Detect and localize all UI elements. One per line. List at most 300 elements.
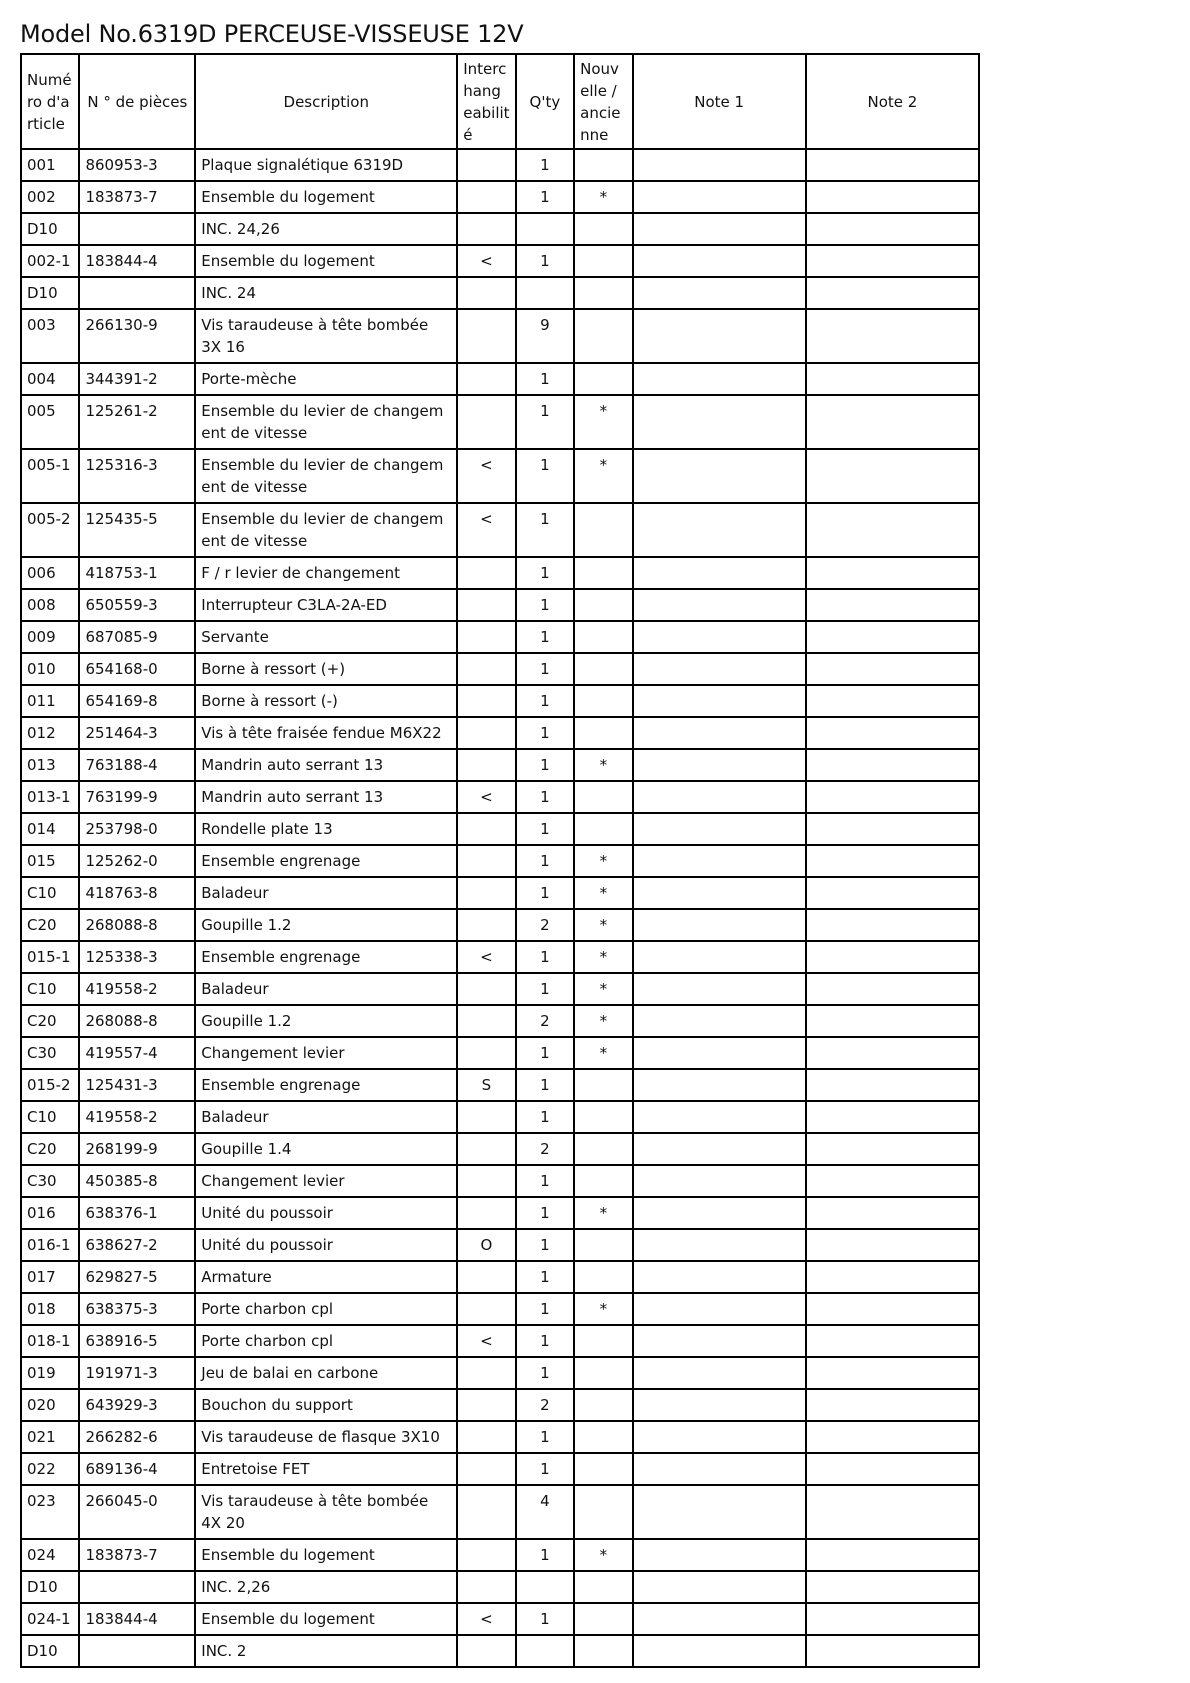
cell-qty: 2 [516, 909, 574, 941]
cell-description: Ensemble du logement [195, 1539, 457, 1571]
cell-note-2 [806, 309, 979, 363]
cell-interchangeability [457, 1133, 515, 1165]
cell-note-1 [633, 363, 806, 395]
cell-part-no: 629827-5 [79, 1261, 195, 1293]
cell-new-old [574, 363, 632, 395]
table-row [21, 1453, 979, 1485]
cell-description: Unité du poussoir [195, 1229, 457, 1261]
cell-note-2 [806, 749, 979, 781]
cell-note-2 [806, 1197, 979, 1229]
cell-note-2 [806, 1133, 979, 1165]
cell-note-2 [806, 277, 979, 309]
cell-item-no: 014 [21, 813, 79, 845]
cell-note-1 [633, 685, 806, 717]
cell-part-no: 638376-1 [79, 1197, 195, 1229]
cell-interchangeability [457, 1101, 515, 1133]
cell-interchangeability [457, 621, 515, 653]
cell-new-old: * [574, 181, 632, 213]
cell-qty: 1 [516, 503, 574, 557]
cell-description: Changement levier [195, 1037, 457, 1069]
cell-item-no: 015 [21, 845, 79, 877]
header-item-no: Numé ro d'a rticle [21, 54, 79, 149]
cell-qty: 1 [516, 1453, 574, 1485]
cell-part-no: 419557-4 [79, 1037, 195, 1069]
cell-new-old [574, 277, 632, 309]
cell-qty: 1 [516, 1325, 574, 1357]
cell-qty [516, 1571, 574, 1603]
cell-new-old [574, 1069, 632, 1101]
parts-table [20, 53, 980, 1668]
cell-new-old [574, 245, 632, 277]
cell-note-1 [633, 973, 806, 1005]
table-row [21, 395, 979, 449]
cell-description: F / r levier de changement [195, 557, 457, 589]
cell-part-no: 650559-3 [79, 589, 195, 621]
cell-new-old [574, 1421, 632, 1453]
cell-note-2 [806, 1389, 979, 1421]
cell-description: Unité du poussoir [195, 1197, 457, 1229]
cell-part-no [79, 1571, 195, 1603]
cell-note-1 [633, 503, 806, 557]
cell-item-no: C30 [21, 1165, 79, 1197]
cell-item-no: 006 [21, 557, 79, 589]
cell-qty: 1 [516, 813, 574, 845]
table-row [21, 813, 979, 845]
cell-description: Porte-mèche [195, 363, 457, 395]
cell-part-no: 183873-7 [79, 181, 195, 213]
cell-new-old: * [574, 749, 632, 781]
cell-note-2 [806, 1357, 979, 1389]
cell-qty: 2 [516, 1133, 574, 1165]
cell-note-2 [806, 1603, 979, 1635]
cell-new-old [574, 213, 632, 245]
cell-note-2 [806, 1485, 979, 1539]
header-note-2: Note 2 [806, 54, 979, 149]
cell-qty: 1 [516, 941, 574, 973]
cell-qty: 1 [516, 717, 574, 749]
cell-qty: 1 [516, 653, 574, 685]
cell-new-old [574, 1389, 632, 1421]
cell-item-no: 003 [21, 309, 79, 363]
cell-item-no: 013 [21, 749, 79, 781]
cell-new-old: * [574, 909, 632, 941]
cell-item-no: 012 [21, 717, 79, 749]
cell-interchangeability [457, 653, 515, 685]
cell-note-1 [633, 181, 806, 213]
cell-new-old [574, 1261, 632, 1293]
table-row [21, 909, 979, 941]
cell-qty: 1 [516, 589, 574, 621]
header-qty: Q'ty [516, 54, 574, 149]
cell-description: Mandrin auto serrant 13 [195, 749, 457, 781]
cell-note-1 [633, 1325, 806, 1357]
cell-qty [516, 213, 574, 245]
cell-description: Bouchon du support [195, 1389, 457, 1421]
table-row [21, 781, 979, 813]
cell-qty [516, 277, 574, 309]
cell-note-1 [633, 653, 806, 685]
cell-new-old: * [574, 845, 632, 877]
cell-part-no: 344391-2 [79, 363, 195, 395]
cell-part-no: 638916-5 [79, 1325, 195, 1357]
cell-interchangeability [457, 1453, 515, 1485]
cell-qty: 1 [516, 749, 574, 781]
cell-note-2 [806, 1069, 979, 1101]
cell-new-old [574, 621, 632, 653]
table-row [21, 1603, 979, 1635]
cell-note-2 [806, 941, 979, 973]
table-row [21, 589, 979, 621]
cell-new-old [574, 1165, 632, 1197]
cell-note-1 [633, 1421, 806, 1453]
cell-qty: 1 [516, 1037, 574, 1069]
cell-note-1 [633, 1603, 806, 1635]
table-row [21, 449, 979, 503]
cell-note-1 [633, 1037, 806, 1069]
cell-note-2 [806, 363, 979, 395]
cell-note-2 [806, 653, 979, 685]
cell-new-old [574, 1453, 632, 1485]
cell-note-1 [633, 1165, 806, 1197]
cell-interchangeability [457, 1261, 515, 1293]
cell-description: INC. 24 [195, 277, 457, 309]
cell-qty: 1 [516, 1539, 574, 1571]
cell-description: Entretoise FET [195, 1453, 457, 1485]
table-row [21, 363, 979, 395]
table-row [21, 1005, 979, 1037]
cell-note-1 [633, 845, 806, 877]
cell-interchangeability: S [457, 1069, 515, 1101]
cell-note-2 [806, 1421, 979, 1453]
cell-note-1 [633, 1539, 806, 1571]
cell-interchangeability: < [457, 503, 515, 557]
table-row [21, 309, 979, 363]
cell-description: Rondelle plate 13 [195, 813, 457, 845]
cell-note-2 [806, 1539, 979, 1571]
cell-note-2 [806, 1325, 979, 1357]
cell-note-1 [633, 149, 806, 181]
cell-qty: 1 [516, 1293, 574, 1325]
cell-note-2 [806, 1005, 979, 1037]
cell-note-1 [633, 1635, 806, 1667]
cell-qty: 1 [516, 363, 574, 395]
cell-description: Ensemble du levier de changem ent de vitesse [195, 449, 457, 503]
cell-note-1 [633, 1453, 806, 1485]
cell-new-old: * [574, 1037, 632, 1069]
cell-new-old: * [574, 877, 632, 909]
table-row [21, 1421, 979, 1453]
cell-qty: 1 [516, 1229, 574, 1261]
cell-note-2 [806, 813, 979, 845]
cell-description: INC. 24,26 [195, 213, 457, 245]
cell-description: Goupille 1.4 [195, 1133, 457, 1165]
cell-new-old [574, 1357, 632, 1389]
cell-note-1 [633, 941, 806, 973]
cell-note-2 [806, 877, 979, 909]
cell-note-1 [633, 877, 806, 909]
cell-item-no: C20 [21, 1133, 79, 1165]
cell-qty: 1 [516, 973, 574, 1005]
cell-item-no: 002-1 [21, 245, 79, 277]
cell-item-no: 018 [21, 1293, 79, 1325]
table-row [21, 941, 979, 973]
table-row [21, 1357, 979, 1389]
cell-qty: 1 [516, 1197, 574, 1229]
cell-new-old: * [574, 449, 632, 503]
cell-part-no: 191971-3 [79, 1357, 195, 1389]
cell-note-1 [633, 1293, 806, 1325]
cell-new-old: * [574, 395, 632, 449]
cell-note-1 [633, 717, 806, 749]
cell-item-no: 015-1 [21, 941, 79, 973]
cell-part-no: 638375-3 [79, 1293, 195, 1325]
cell-note-1 [633, 1357, 806, 1389]
cell-interchangeability [457, 181, 515, 213]
cell-item-no: 001 [21, 149, 79, 181]
cell-item-no: 016-1 [21, 1229, 79, 1261]
cell-part-no: 266045-0 [79, 1485, 195, 1539]
cell-part-no: 419558-2 [79, 1101, 195, 1133]
cell-note-1 [633, 749, 806, 781]
cell-description: Baladeur [195, 1101, 457, 1133]
page-title: Model No.6319D PERCEUSE-VISSEUSE 12V [20, 20, 524, 48]
cell-item-no: 019 [21, 1357, 79, 1389]
cell-note-2 [806, 589, 979, 621]
table-row [21, 1133, 979, 1165]
cell-description: Servante [195, 621, 457, 653]
table-header-row [21, 54, 979, 149]
cell-part-no: 763188-4 [79, 749, 195, 781]
cell-new-old [574, 503, 632, 557]
cell-interchangeability [457, 1197, 515, 1229]
cell-interchangeability [457, 909, 515, 941]
cell-qty: 1 [516, 1421, 574, 1453]
cell-note-2 [806, 909, 979, 941]
cell-description: Ensemble du logement [195, 1603, 457, 1635]
table-row [21, 213, 979, 245]
cell-qty [516, 1635, 574, 1667]
cell-item-no: 020 [21, 1389, 79, 1421]
cell-note-2 [806, 449, 979, 503]
table-row [21, 749, 979, 781]
cell-item-no: 022 [21, 1453, 79, 1485]
cell-interchangeability [457, 1539, 515, 1571]
cell-qty: 1 [516, 877, 574, 909]
cell-note-1 [633, 781, 806, 813]
cell-note-1 [633, 1261, 806, 1293]
cell-item-no: 023 [21, 1485, 79, 1539]
cell-qty: 1 [516, 1101, 574, 1133]
cell-description: Plaque signalétique 6319D [195, 149, 457, 181]
cell-qty: 1 [516, 557, 574, 589]
cell-description: Porte charbon cpl [195, 1293, 457, 1325]
cell-qty: 1 [516, 1603, 574, 1635]
table-row [21, 557, 979, 589]
cell-interchangeability [457, 717, 515, 749]
cell-description: Goupille 1.2 [195, 1005, 457, 1037]
table-row [21, 1069, 979, 1101]
table-row [21, 717, 979, 749]
cell-new-old [574, 557, 632, 589]
table-row [21, 277, 979, 309]
table-row [21, 1197, 979, 1229]
cell-part-no: 643929-3 [79, 1389, 195, 1421]
cell-interchangeability: < [457, 941, 515, 973]
cell-note-2 [806, 1261, 979, 1293]
cell-item-no: 016 [21, 1197, 79, 1229]
cell-part-no: 638627-2 [79, 1229, 195, 1261]
cell-part-no: 763199-9 [79, 781, 195, 813]
cell-description: Borne à ressort (-) [195, 685, 457, 717]
table-row [21, 621, 979, 653]
cell-part-no: 268088-8 [79, 1005, 195, 1037]
cell-new-old: * [574, 1293, 632, 1325]
cell-interchangeability [457, 1571, 515, 1603]
cell-description: Ensemble engrenage [195, 1069, 457, 1101]
cell-note-1 [633, 213, 806, 245]
cell-part-no [79, 1635, 195, 1667]
cell-interchangeability: < [457, 781, 515, 813]
cell-interchangeability: < [457, 449, 515, 503]
cell-note-1 [633, 1005, 806, 1037]
cell-note-1 [633, 589, 806, 621]
cell-note-2 [806, 245, 979, 277]
cell-interchangeability [457, 813, 515, 845]
table-row [21, 1165, 979, 1197]
cell-qty: 1 [516, 781, 574, 813]
cell-interchangeability: < [457, 245, 515, 277]
cell-new-old: * [574, 1197, 632, 1229]
cell-new-old [574, 1133, 632, 1165]
cell-description: Armature [195, 1261, 457, 1293]
cell-part-no [79, 277, 195, 309]
cell-part-no: 183844-4 [79, 245, 195, 277]
cell-item-no: C10 [21, 973, 79, 1005]
cell-interchangeability [457, 1293, 515, 1325]
cell-new-old: * [574, 973, 632, 1005]
cell-item-no: 009 [21, 621, 79, 653]
header-description: Description [195, 54, 457, 149]
cell-qty: 1 [516, 685, 574, 717]
cell-description: Baladeur [195, 973, 457, 1005]
cell-qty: 1 [516, 395, 574, 449]
cell-part-no: 268199-9 [79, 1133, 195, 1165]
cell-item-no: 005-1 [21, 449, 79, 503]
cell-item-no: 015-2 [21, 1069, 79, 1101]
cell-new-old: * [574, 941, 632, 973]
cell-new-old [574, 813, 632, 845]
cell-note-1 [633, 395, 806, 449]
cell-interchangeability [457, 1635, 515, 1667]
cell-description: Ensemble du logement [195, 181, 457, 213]
cell-item-no: C10 [21, 1101, 79, 1133]
cell-note-2 [806, 1101, 979, 1133]
cell-qty: 2 [516, 1389, 574, 1421]
cell-new-old [574, 1603, 632, 1635]
cell-description: Vis taraudeuse de flasque 3X10 [195, 1421, 457, 1453]
cell-note-2 [806, 973, 979, 1005]
cell-note-2 [806, 557, 979, 589]
cell-description: Porte charbon cpl [195, 1325, 457, 1357]
cell-qty: 1 [516, 1261, 574, 1293]
cell-new-old [574, 653, 632, 685]
cell-qty: 1 [516, 245, 574, 277]
cell-item-no: 024 [21, 1539, 79, 1571]
cell-description: Baladeur [195, 877, 457, 909]
cell-description: Vis à tête fraisée fendue M6X22 [195, 717, 457, 749]
header-note-1: Note 1 [633, 54, 806, 149]
cell-new-old [574, 1229, 632, 1261]
table-row [21, 1389, 979, 1421]
cell-description: INC. 2,26 [195, 1571, 457, 1603]
cell-item-no: D10 [21, 277, 79, 309]
cell-part-no: 418763-8 [79, 877, 195, 909]
cell-qty: 1 [516, 449, 574, 503]
cell-new-old [574, 149, 632, 181]
cell-note-2 [806, 1037, 979, 1069]
cell-part-no: 860953-3 [79, 149, 195, 181]
cell-note-2 [806, 181, 979, 213]
table-row [21, 503, 979, 557]
cell-interchangeability [457, 877, 515, 909]
table-row [21, 685, 979, 717]
cell-description: Goupille 1.2 [195, 909, 457, 941]
cell-note-2 [806, 149, 979, 181]
cell-interchangeability [457, 1421, 515, 1453]
table-row [21, 1037, 979, 1069]
cell-note-1 [633, 1229, 806, 1261]
cell-note-1 [633, 1101, 806, 1133]
cell-interchangeability [457, 1357, 515, 1389]
cell-note-1 [633, 245, 806, 277]
cell-qty: 1 [516, 1069, 574, 1101]
table-row [21, 181, 979, 213]
cell-note-2 [806, 845, 979, 877]
cell-note-1 [633, 1069, 806, 1101]
cell-part-no: 266282-6 [79, 1421, 195, 1453]
cell-part-no: 654169-8 [79, 685, 195, 717]
cell-interchangeability [457, 149, 515, 181]
cell-part-no: 266130-9 [79, 309, 195, 363]
table-row [21, 877, 979, 909]
cell-item-no: D10 [21, 1635, 79, 1667]
cell-qty: 9 [516, 309, 574, 363]
cell-note-2 [806, 685, 979, 717]
cell-interchangeability [457, 395, 515, 449]
cell-note-1 [633, 277, 806, 309]
cell-interchangeability [457, 363, 515, 395]
cell-description: Ensemble engrenage [195, 845, 457, 877]
cell-part-no: 183844-4 [79, 1603, 195, 1635]
cell-item-no: C10 [21, 877, 79, 909]
cell-qty: 4 [516, 1485, 574, 1539]
cell-description: Ensemble du logement [195, 245, 457, 277]
cell-note-2 [806, 1165, 979, 1197]
cell-item-no: 005 [21, 395, 79, 449]
cell-item-no: 010 [21, 653, 79, 685]
cell-qty: 1 [516, 845, 574, 877]
table-row [21, 653, 979, 685]
cell-description: Borne à ressort (+) [195, 653, 457, 685]
cell-note-2 [806, 1453, 979, 1485]
cell-part-no [79, 213, 195, 245]
cell-interchangeability [457, 309, 515, 363]
cell-note-2 [806, 1229, 979, 1261]
cell-note-2 [806, 395, 979, 449]
cell-interchangeability: < [457, 1325, 515, 1357]
cell-qty: 1 [516, 1165, 574, 1197]
cell-note-1 [633, 1133, 806, 1165]
